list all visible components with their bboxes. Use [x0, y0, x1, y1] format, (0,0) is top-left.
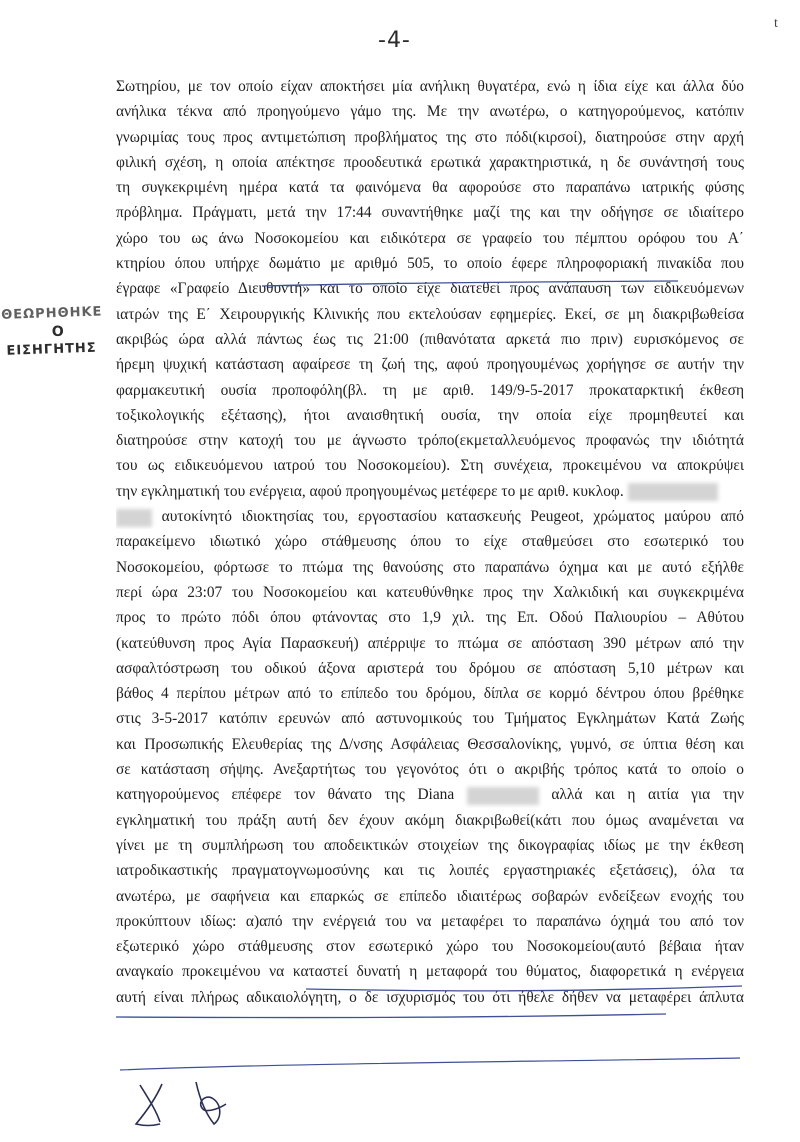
text-line: εξωτερικό χώρο στάθμευσης στον εσωτερικό χώρο του Νοσοκομείου(αυτό βέβαια ήταν: [116, 938, 744, 956]
text-line: [116, 782, 744, 807]
text-line: φαρμακευτική ουσία προποφόλη(βλ. τη με αριθ. 149/9-5-2017 προκαταρκτική έκθεση: [116, 381, 744, 399]
handwritten-signature: [196, 1082, 226, 1124]
text-segment: κατηγορούμενος επέφερε τον θάνατο της Diana: [116, 786, 455, 804]
text-line: Νοσοκομείου, φόρτωσε το πτώμα της θανούσης στο παραπάνω όχημα και με αυτό εξήλθε: [116, 558, 744, 576]
page-number: -4-: [378, 28, 411, 53]
text-line: του ως ειδικευόμενου ιατρού του Νοσοκομείου). Στη συνέχεια, προκειμένου να αποκρύψει: [116, 457, 744, 475]
stamp-line-3: ΕΙΣΗΓΗΤΗΣ: [6, 340, 97, 359]
text-segment: αυτοκίνητό ιδιοκτησίας του, εργοστασίου κατασκευής Peugeot, χρώματος μαύρου από: [161, 508, 744, 526]
underline-mark: [116, 1014, 666, 1018]
reviewed-stamp: [1, 300, 113, 374]
text-line: πρόβλημα. Πράγματι, μετά την 17:44 συναντήθηκε μαζί της και την οδήγησε σε ιδιαίτερο: [116, 204, 744, 222]
text-line: αναγκαίο προκειμένου να καταστεί δυνατή η μεταφορά του θύματος, διαφορετικά η ενέργεια: [116, 963, 744, 981]
text-line: προκύπτουν ιδίως: α)από την ενέργειά του να μεταφέρει το παραπάνω όχημά του από τον: [116, 912, 744, 930]
text-line: τοξικολογικής εξέτασης), ήτοι αναισθητική ουσία, την οποία είχε προμηθευτεί και: [116, 406, 744, 424]
corner-mark: t: [774, 16, 778, 31]
text-line: γνωριμίας τους προς αντιμετώπιση προβλήματος της στο πόδι(κιρσοί), διατηρούσε στην αρχή: [116, 128, 744, 146]
text-segment: αλλά και η αιτία για την: [551, 786, 744, 804]
text-line: εγκληματική του πράξη αυτή δεν έχουν ακόμη διακριβωθεί(κάτι που όμως αναμένεται να: [116, 811, 744, 829]
text-line: σε κατάσταση σήψης. Ανεξαρτήτως του γεγονότος ότι ο ακριβής τρόπος κατά το οποίο ο: [116, 761, 744, 779]
text-line: ακριβώς ώρα αλλά πάντως έως τις 21:00 (πιθανότατα αρκετά πιο πριν) ευρισκόμενος σε: [116, 330, 744, 348]
text-line: βάθος 4 περίπου μέτρων από το επίπεδο του δρόμου, δίπλα σε κορμό δέντρου όπου βρέθηκε: [116, 685, 744, 703]
underline-mark: [120, 1058, 740, 1070]
text-line: και Προσωπικής Ελευθερίας της Δ/νσης Ασφάλειας Θεσσαλονίκης, γυμνό, σε ύπτια θέση και: [116, 735, 744, 753]
text-line: χώρο του ως άνω Νοσοκομείου και ειδικότερα σε γραφείο του πέμπτου ορόφου του Α΄: [116, 229, 744, 247]
text-line: γίνει με τη συμπλήρωση του αποδεικτικών στοιχείων της δικογραφίας ιδίως με την έκθεση: [116, 836, 744, 854]
text-line: περί ώρα 23:07 του Νοσοκομείου και κατευθύνθηκε προς την Χαλκιδική και συγκεκριμένα: [116, 583, 744, 601]
text-line: κτηρίου όπου υπήρχε δωμάτιο με αριθμό 505, το οποίο έφερε πληροφοριακή πινακίδα που: [116, 255, 744, 273]
text-line: ήρεμη ψυχική κατάσταση αφαίρεσε τη ζωή της, αφού προηγουμένως χορήγησε σε αυτήν την: [116, 356, 744, 374]
stamp-line-1: ΘΕΩΡΗΘΗΚΕ: [0, 304, 103, 323]
text-line: τη συγκεκριμένη ημέρα κατά τα φαινόμενα θα αφορούσε στο παραπάνω ιατρικής φύσης: [116, 179, 744, 197]
stamp-line-2: Ο: [51, 323, 65, 341]
text-line: ιατρών της Ε΄ Χειρουργικής Κλινικής που εκτελούσαν εφημερίες. Εκεί, σε μη διακριβωθείσα: [116, 305, 744, 323]
text-line: προς το πρώτο πόδι όπου φτάνοντας στο 1,9 χιλ. της Επ. Οδού Παλιουρίου – Αθύτου: [116, 609, 744, 627]
redacted-plate: [116, 509, 152, 527]
text-line: [116, 504, 744, 529]
redacted-plate: [628, 483, 718, 501]
text-line: έγραφε «Γραφείο Διευθυντή» και το οποίο είχε διατεθεί προς ανάπαυση των ειδικευόμενων: [116, 280, 744, 298]
document-body: [116, 74, 744, 1010]
text-line: ανήλικα τέκνα από προηγούμενο γάμο της. Με την ανωτέρω, ο κατηγορούμενος, κατόπιν: [116, 103, 744, 121]
text-line: ιατροδικαστικής πραγματογνωμοσύνης και τις λοιπές εργαστηριακές εξετάσεις), όλα τα: [116, 862, 744, 880]
text-line: ανωτέρω, με σαφήνεια και επαρκώς σε επίπεδο ιδιαιτέρως σοβαρών ενδείξεων ενοχής του: [116, 887, 744, 905]
text-line: παρακείμενο ιδιωτικό χώρο στάθμευσης όπου το είχε σταθμεύσει στο εσωτερικό του: [116, 533, 744, 551]
handwritten-signature: [136, 1084, 162, 1126]
text-line: στις 3-5-2017 κατόπιν ερευνών από αστυνομικούς του Τμήματος Εγκλημάτων Κατά Ζωής: [116, 710, 744, 728]
text-line: φιλική σχέση, η οποία απέκτησε προοδευτικά ερωτικά χαρακτηριστικά, η δε συνάντησή τους: [116, 153, 744, 171]
text-segment: την εγκληματική του ενέργεια, αφού προηγουμένως μετέφερε το με αριθ. κυκλοφ.: [116, 482, 624, 500]
text-line: Σωτηρίου, με τον οποίο είχαν αποκτήσει μία ανήλικη θυγατέρα, ενώ η ίδια είχε και άλλα δύο: [116, 78, 744, 95]
text-line: (κατεύθυνση προς Αγία Παρασκευή) απέρριψε το πτώμα σε απόσταση 390 μέτρων από την: [116, 634, 744, 652]
redacted-surname: [467, 787, 539, 805]
text-line: [116, 479, 744, 504]
text-line: διατηρούσε στην κατοχή του με άγνωστο τρόπο(εκμεταλλευόμενος προφανώς την ιδιότητά: [116, 432, 744, 450]
text-line: ασφαλτόστρωση του οδικού άξονα αριστερά του δρόμου σε απόσταση 5,10 μέτρων και: [116, 659, 744, 677]
text-line: αυτή είναι πλήρως αδικαιολόγητη, ο δε ισχυρισμός του ότι ήθελε δήθεν να μεταφέρει άπλυτα: [116, 988, 744, 1006]
